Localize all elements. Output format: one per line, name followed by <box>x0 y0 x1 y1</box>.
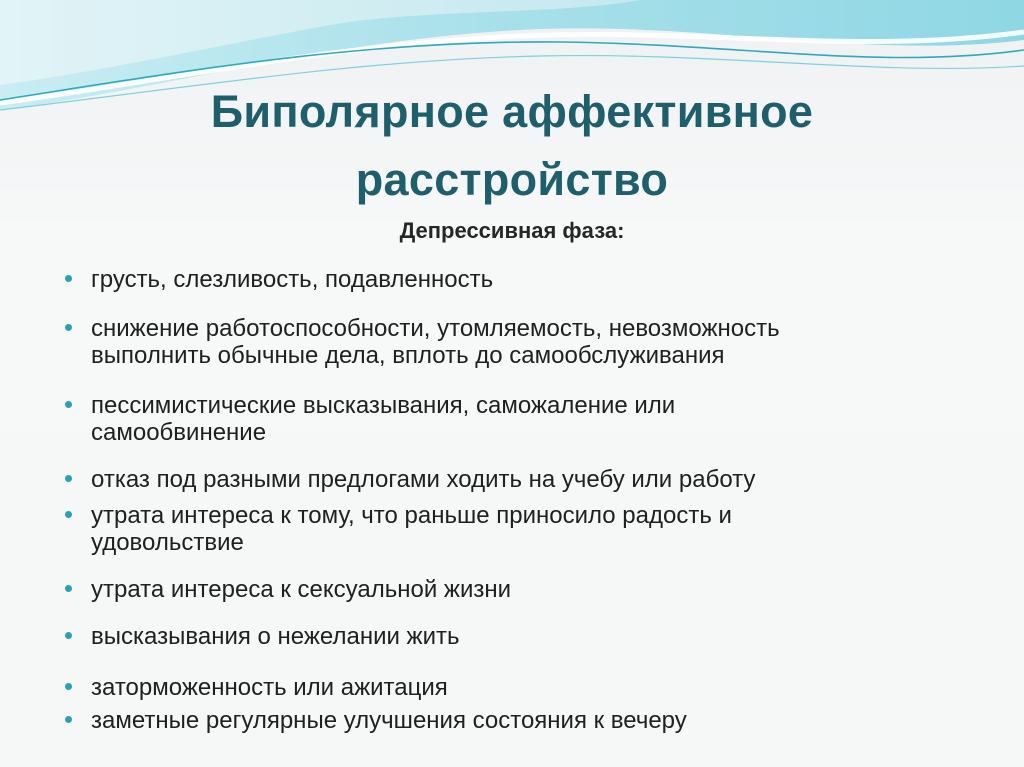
list-item-line-1: заметные регулярные улучшения состояния к вечеру <box>91 707 687 734</box>
list-item <box>91 315 971 369</box>
slide-subtitle: Депрессивная фаза: <box>399 218 625 243</box>
bullet-dot-icon <box>65 716 72 723</box>
list-item-line-2: удовольствие <box>91 529 244 556</box>
list-item <box>91 707 971 734</box>
list-item-line-2: выполнить обычные дела, вплоть до самообслуживания <box>91 342 725 369</box>
list-item-line-1: отказ под разными предлогами ходить на учебу или работу <box>91 466 756 493</box>
slide-title-line-2: расстройство <box>355 154 669 205</box>
bullet-dot-icon <box>65 401 72 408</box>
slide-title-line-1: Биполярное аффективное <box>210 86 814 137</box>
list-item-line-1: утрата интереса к тому, что раньше приносило радость и <box>91 502 732 529</box>
bullet-dot-icon <box>65 683 72 690</box>
list-item <box>91 466 971 493</box>
bullet-dot-icon <box>65 275 72 282</box>
list-item <box>91 502 971 556</box>
list-item-line-1: снижение работоспособности, утомляемость, невозможность <box>91 315 780 342</box>
list-item-line-1: высказывания о нежелании жить <box>91 623 460 650</box>
list-item <box>91 266 971 293</box>
bullet-dot-icon <box>65 585 72 592</box>
list-item-line-1: заторможенность или ажитация <box>91 674 448 701</box>
list-item <box>91 623 971 650</box>
list-item-line-1: пессимистические высказывания, саможаление или <box>91 392 676 419</box>
list-item <box>91 674 971 701</box>
list-item <box>91 392 971 446</box>
list-item-line-1: утрата интереса к сексуальной жизни <box>91 576 512 603</box>
list-item-line-2: самообвинение <box>91 419 267 446</box>
list-item-line-1: грусть, слезливость, подавленность <box>91 266 494 293</box>
bullet-dot-icon <box>65 511 72 518</box>
list-item <box>91 576 971 603</box>
bullet-dot-icon <box>65 632 72 639</box>
bullet-dot-icon <box>65 324 72 331</box>
bullet-dot-icon <box>65 475 72 482</box>
